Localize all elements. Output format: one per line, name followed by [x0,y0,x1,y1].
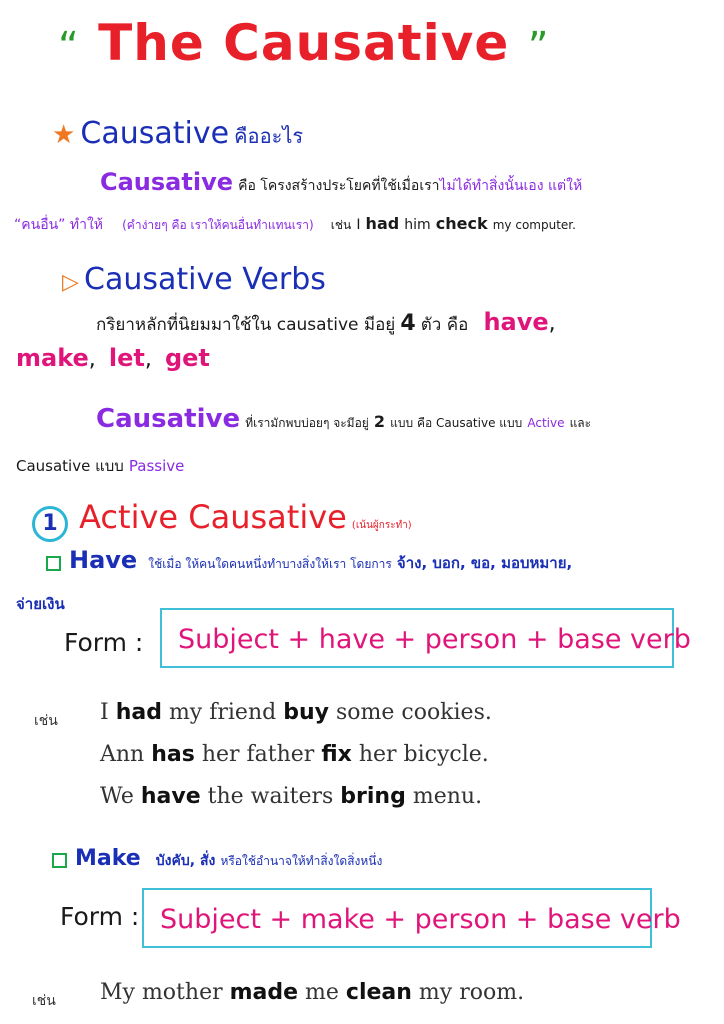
ex-text: my friend [161,700,284,725]
type-passive: Passive [128,457,185,475]
make-desc-2: หรือใช้อำนาจให้ทำสิ่งใดสิ่งหนึ่ง [220,854,383,868]
triangle-icon: ▷ [62,270,79,295]
verb-let: let [108,344,145,372]
ex-verb: bring [340,784,406,809]
number-one-badge: 1 [32,506,68,542]
have-line-1 [46,546,572,575]
have-example-1 [100,700,492,725]
causative-lead: Causative [100,168,233,196]
ex-word: my computer. [492,218,576,232]
ex-verb: has [151,742,195,767]
ex-verb: have [140,784,201,809]
definition-paren: (คำง่ายๆ คือ เราให้คนอื่นทำแทนเรา) [122,218,314,232]
comma: , [548,311,556,336]
comma: , [144,347,152,372]
ex-verb: had [115,700,162,725]
definition-line-1 [100,168,582,197]
ex-text: my room. [411,980,525,1005]
types-text-3: Causative แบบ [16,457,124,475]
verbs-line-1 [96,308,556,338]
ex-text: her bicycle. [351,742,489,767]
title-close-quote: ” [527,24,550,70]
title-text: The Causative [98,14,510,72]
ex-verb-had: had [365,214,400,233]
make-line [52,846,382,872]
verb-have: have [483,308,549,336]
ex-text: her father [194,742,322,767]
ex-text: the waiters [200,784,341,809]
page-title [58,14,549,72]
ex-text: some cookies. [328,700,492,725]
make-form-box: Subject + make + person + base verb [142,888,652,948]
heading-active-causative: Active Causative [79,498,347,536]
active-note: (เน้นผู้กระทำ) [351,520,412,531]
ex-text: We [100,784,141,809]
make-example [100,980,524,1005]
ex-verb: clean [345,980,412,1005]
have-line-2 [16,592,65,616]
verbs-line-2 [16,344,210,372]
checkbox-square-icon [52,853,67,868]
verbs-text: กริยาหลักที่นิยมมาใช้ใน causative มีอยู่ [96,315,396,335]
ex-text: I [100,700,116,725]
types-line-1 [96,404,591,434]
have-label: Have [69,546,138,574]
verb-make: make [16,344,89,372]
have-desc: ใช้เมื่อ ให้คนใดคนหนึ่งทำบางสิ่งให้เรา โดยการ [148,557,392,571]
have-ways: จ้าง, บอก, ขอ, มอบหมาย, [396,554,573,572]
have-example-3 [100,784,482,809]
types-line-2 [16,454,184,478]
definition-line-2 [14,214,576,236]
heading-causative-th: คืออะไร [234,124,304,148]
verb-get: get [164,344,210,372]
types-and: และ [569,416,592,430]
ex-verb-check: check [435,214,488,233]
section-verbs [62,262,326,297]
star-icon: ★ [52,120,76,150]
ex-text: Ann [100,742,152,767]
have-such-as: เช่น [34,713,58,729]
such-as: เช่น [330,218,352,232]
heading-causative: Causative [80,116,230,151]
causative-lead-2: Causative [96,404,241,434]
types-count: 2 [373,412,386,431]
heading-causative-verbs: Causative Verbs [84,262,326,297]
types-text-2: แบบ คือ Causative แบบ [390,416,523,430]
title-open-quote: “ [58,24,80,70]
types-text: ที่เรามักพบบ่อยๆ จะมีอยู่ [245,416,369,430]
ex-word: I [356,217,361,233]
have-example-2 [100,742,489,767]
verbs-text-b: ตัว คือ [420,315,469,335]
definition-text: คือ โครงสร้างประโยคที่ใช้เมื่อเรา [238,178,440,194]
have-form-box: Subject + have + person + base verb [160,608,674,668]
type-active: Active [527,416,565,430]
make-desc: บังคับ, สั่ง [155,853,216,869]
make-form-label: Form : [60,902,140,931]
comma: , [88,347,96,372]
ex-text: My mother [100,980,230,1005]
ex-verb: fix [321,742,352,767]
have-ways-2: จ่ายเงิน [16,595,65,613]
section-active-causative [32,498,412,542]
definition-others: “คนอื่น” ทำให้ [14,217,104,233]
make-label: Make [75,846,141,871]
verbs-count: 4 [400,311,416,336]
checkbox-square-icon [46,556,61,571]
ex-text: menu. [405,784,483,809]
have-form-label: Form : [64,628,144,657]
definition-purple: ไม่ได้ทำสิ่งนั้นเอง แต่ให้ [439,178,583,194]
ex-verb: made [229,980,299,1005]
make-such-as: เช่น [32,993,56,1009]
ex-verb: buy [283,700,329,725]
ex-word: him [404,217,431,233]
ex-text: me [298,980,346,1005]
section-what-is [52,116,303,152]
